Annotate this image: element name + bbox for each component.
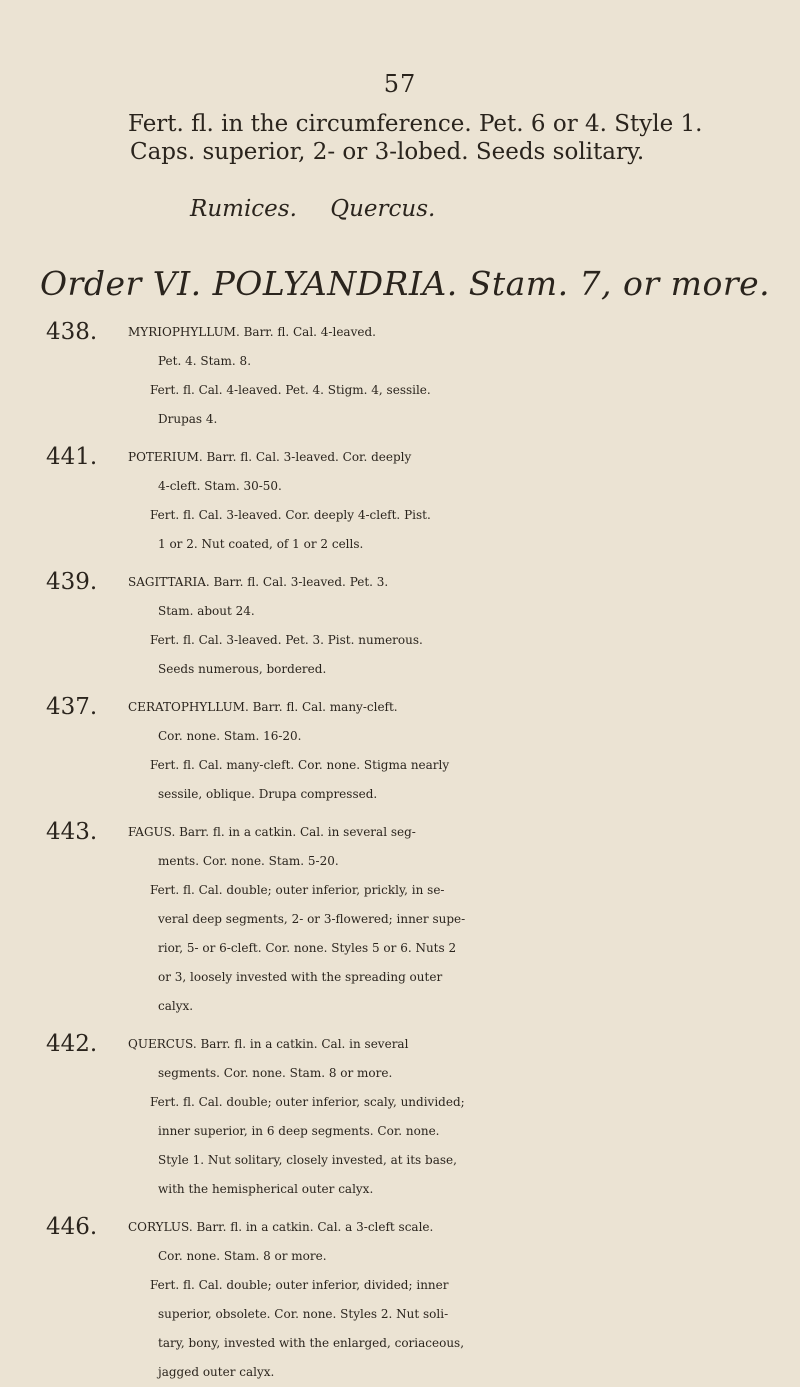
genus-entry bbox=[0, 1030, 800, 1204]
entry-line: Fert. fl. Cal. double; outer inferior, divided; inner bbox=[150, 1278, 449, 1292]
entry-heading: CORYLUS. Barr. fl. in a catkin. Cal. a 3-cleft scale. bbox=[128, 1220, 434, 1234]
entry-line: calyx. bbox=[158, 999, 194, 1013]
entry-line: sessile, oblique. Drupa compressed. bbox=[158, 787, 378, 801]
entry-line: Fert. fl. Cal. 3-leaved. Pet. 3. Pist. numerous. bbox=[150, 633, 423, 647]
genus-entry bbox=[0, 1213, 800, 1387]
intro-line: Caps. superior, 2- or 3-lobed. Seeds solitary. bbox=[130, 139, 645, 165]
entry-line: Style 1. Nut solitary, closely invested, at its base, bbox=[158, 1153, 457, 1167]
entry-line: or 3, loosely invested with the spreading outer bbox=[158, 970, 443, 984]
entry-line: 4-cleft. Stam. 30-50. bbox=[158, 479, 282, 493]
entry-number: 441. bbox=[46, 444, 98, 470]
entry-line: Cor. none. Stam. 16-20. bbox=[158, 729, 302, 743]
genus-entry bbox=[0, 443, 800, 559]
family-name: Quercus. bbox=[330, 196, 436, 222]
genus-entry bbox=[0, 568, 800, 684]
family-names bbox=[190, 196, 461, 222]
entry-line: Fert. fl. Cal. many-cleft. Cor. none. Stigma nearly bbox=[150, 758, 450, 772]
entry-line: Seeds numerous, bordered. bbox=[158, 662, 327, 676]
genus-entry bbox=[0, 818, 800, 1021]
order-heading: Order VI. POLYANDRIA. Stam. 7, or more. bbox=[40, 264, 771, 303]
entry-line: tary, bony, invested with the enlarged, coriaceous, bbox=[158, 1336, 465, 1350]
genus-entry bbox=[0, 318, 800, 434]
entry-line: 1 or 2. Nut coated, of 1 or 2 cells. bbox=[158, 537, 364, 551]
entry-number: 443. bbox=[46, 819, 98, 845]
entry-line: inner superior, in 6 deep segments. Cor. none. bbox=[158, 1124, 440, 1138]
entry-number: 437. bbox=[46, 694, 98, 720]
entry-line: veral deep segments, 2- or 3-flowered; inner supe- bbox=[158, 912, 466, 926]
entry-line: jagged outer calyx. bbox=[158, 1365, 275, 1379]
entry-line: superior, obsolete. Cor. none. Styles 2. Nut soli- bbox=[158, 1307, 449, 1321]
entry-line: ments. Cor. none. Stam. 5-20. bbox=[158, 854, 339, 868]
entry-number: 438. bbox=[46, 319, 98, 345]
genus-entry bbox=[0, 693, 800, 809]
genus-entries bbox=[0, 318, 800, 1387]
entry-heading: MYRIOPHYLLUM. Barr. fl. Cal. 4-leaved. bbox=[128, 325, 376, 339]
entry-heading: POTERIUM. Barr. fl. Cal. 3-leaved. Cor. deeply bbox=[128, 450, 412, 464]
entry-line: Fert. fl. Cal. 4-leaved. Pet. 4. Stigm. 4, sessile. bbox=[150, 383, 431, 397]
entry-line: with the hemispherical outer calyx. bbox=[158, 1182, 374, 1196]
intro-paragraph bbox=[128, 110, 768, 166]
entry-heading: SAGITTARIA. Barr. fl. Cal. 3-leaved. Pet. 3. bbox=[128, 575, 389, 589]
entry-heading: QUERCUS. Barr. fl. in a catkin. Cal. in several bbox=[128, 1037, 409, 1051]
entry-line: Stam. about 24. bbox=[158, 604, 255, 618]
intro-line: Fert. fl. in the circumference. Pet. 6 or 4. Style 1. bbox=[128, 111, 703, 137]
entry-number: 446. bbox=[46, 1214, 98, 1240]
entry-heading: FAGUS. Barr. fl. in a catkin. Cal. in several seg- bbox=[128, 825, 416, 839]
page-number: 57 bbox=[383, 70, 417, 98]
entry-line: Fert. fl. Cal. double; outer inferior, prickly, in se- bbox=[150, 883, 445, 897]
entry-heading: CERATOPHYLLUM. Barr. fl. Cal. many-cleft. bbox=[128, 700, 398, 714]
entry-line: Fert. fl. Cal. 3-leaved. Cor. deeply 4-cleft. Pist. bbox=[150, 508, 431, 522]
entry-number: 439. bbox=[46, 569, 98, 595]
entry-line: Drupas 4. bbox=[158, 412, 218, 426]
entry-line: segments. Cor. none. Stam. 8 or more. bbox=[158, 1066, 393, 1080]
entry-number: 442. bbox=[46, 1031, 98, 1057]
entry-line: Fert. fl. Cal. double; outer inferior, scaly, undivided; bbox=[150, 1095, 465, 1109]
entry-line: Pet. 4. Stam. 8. bbox=[158, 354, 252, 368]
entry-line: rior, 5- or 6-cleft. Cor. none. Styles 5 or 6. Nuts 2 bbox=[158, 941, 457, 955]
family-name: Rumices. bbox=[190, 196, 297, 222]
entry-line: Cor. none. Stam. 8 or more. bbox=[158, 1249, 327, 1263]
